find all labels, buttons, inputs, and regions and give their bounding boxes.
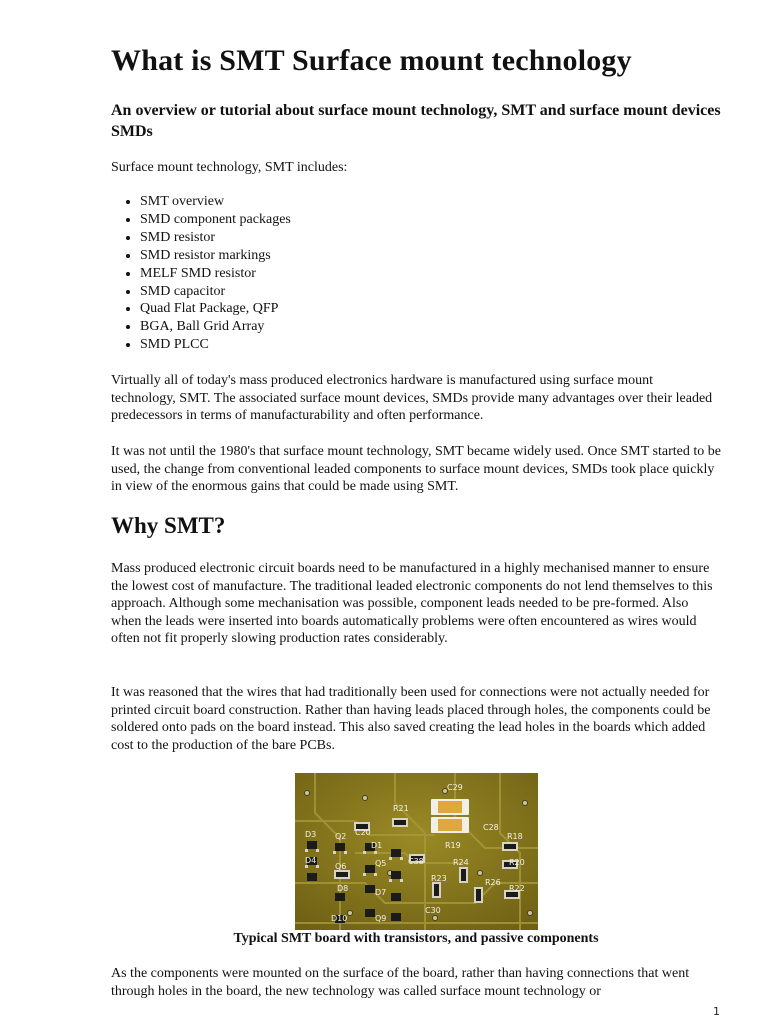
label-r18: R18 [507, 832, 523, 841]
figure-caption: Typical SMT board with transistors, and passive components [233, 931, 599, 946]
label-d4: D4 [305, 856, 317, 865]
label-r21: R21 [393, 804, 409, 813]
capacitor-c29 [431, 799, 469, 815]
label-r19: R19 [445, 841, 461, 850]
paragraph: Virtually all of today's mass produced electronics hardware is manufactured using surface mount technology, SMT. The associated surface mount devices, SMDs provide many advantages over their leaded predecessors in terms of manufacturability and often performance. [111, 373, 713, 424]
smt-board-photo [295, 773, 538, 930]
label-d8: D8 [337, 884, 349, 893]
label-d7: D7 [375, 888, 387, 897]
list-item: • SMD PLCC [140, 336, 291, 354]
label-c29: C29 [447, 783, 463, 792]
list-item: • BGA, Ball Grid Array [140, 318, 291, 336]
page-number: 1 [713, 1005, 720, 1018]
label-q2: Q2 [335, 832, 347, 841]
label-d3: D3 [305, 830, 317, 839]
label-q9: Q9 [375, 914, 387, 923]
list-item: • SMD resistor markings [140, 247, 291, 265]
list-item: • SMD capacitor [140, 283, 291, 301]
list-item: • SMD resistor [140, 229, 291, 247]
list-item: • SMT overview [140, 193, 291, 211]
page-title: What is SMT Surface mount technology [111, 44, 632, 77]
label-q5: Q5 [375, 859, 387, 868]
label-c28: C28 [483, 823, 499, 832]
paragraph: Mass produced electronic circuit boards need to be manufactured in a highly mechanised manner to ensure the lowest cost of manufacture. The traditional leaded electronic components do not lend themselves to this approach. Although some mechanisation was possible, component leads needed to be pre-formed. Also when the leads were inserted into boards automatically problems were often encountered as wires would often not fit properly slowing production rates considerably. [111, 561, 713, 647]
label-r23: R23 [431, 874, 447, 883]
paragraph: It was not until the 1980's that surface mount technology, SMT became widely used. Once SMT started to be used, the change from conventional leaded components to surface mount devices, SMDs took place quickly in view of the enormous gains that could be made using SMT. [111, 444, 721, 495]
label-c38: C38 [408, 857, 424, 866]
list-item: • MELF SMD resistor [140, 265, 291, 283]
page-subtitle: An overview or tutorial about surface mount technology, SMT and surface mount devices SMDs [111, 102, 721, 140]
pcb-illustration [295, 773, 538, 930]
label-r26: R26 [485, 878, 501, 887]
board-background [295, 773, 538, 930]
label-d1: D1 [371, 841, 383, 850]
label-c20: C20 [355, 828, 371, 837]
label-r24: R24 [453, 858, 469, 867]
paragraph: As the components were mounted on the surface of the board, rather than having connections that went through holes in the board, the new technology was called surface mount technology or [111, 966, 690, 999]
label-r20: R20 [509, 858, 525, 867]
label-d10: D10 [331, 914, 348, 923]
section-heading: Why SMT? [111, 513, 226, 538]
list-item: • SMD component packages [140, 211, 291, 229]
paragraph: It was reasoned that the wires that had traditionally been used for connections were not actually needed for printed circuit board construction. Rather than having leads placed through holes, the components could be soldered onto pads on the board instead. This also saved creating the lead holes in the boards which added cost to the production of the bare PCBs. [111, 685, 711, 753]
intro-text: Surface mount technology, SMT includes: [111, 160, 348, 175]
label-c30: C30 [425, 906, 441, 915]
topic-list [111, 193, 291, 354]
label-q6: Q6 [335, 862, 347, 871]
list-item: • Quad Flat Package, QFP [140, 300, 291, 318]
label-r22: R22 [509, 884, 525, 893]
capacitor-c28 [431, 817, 469, 833]
